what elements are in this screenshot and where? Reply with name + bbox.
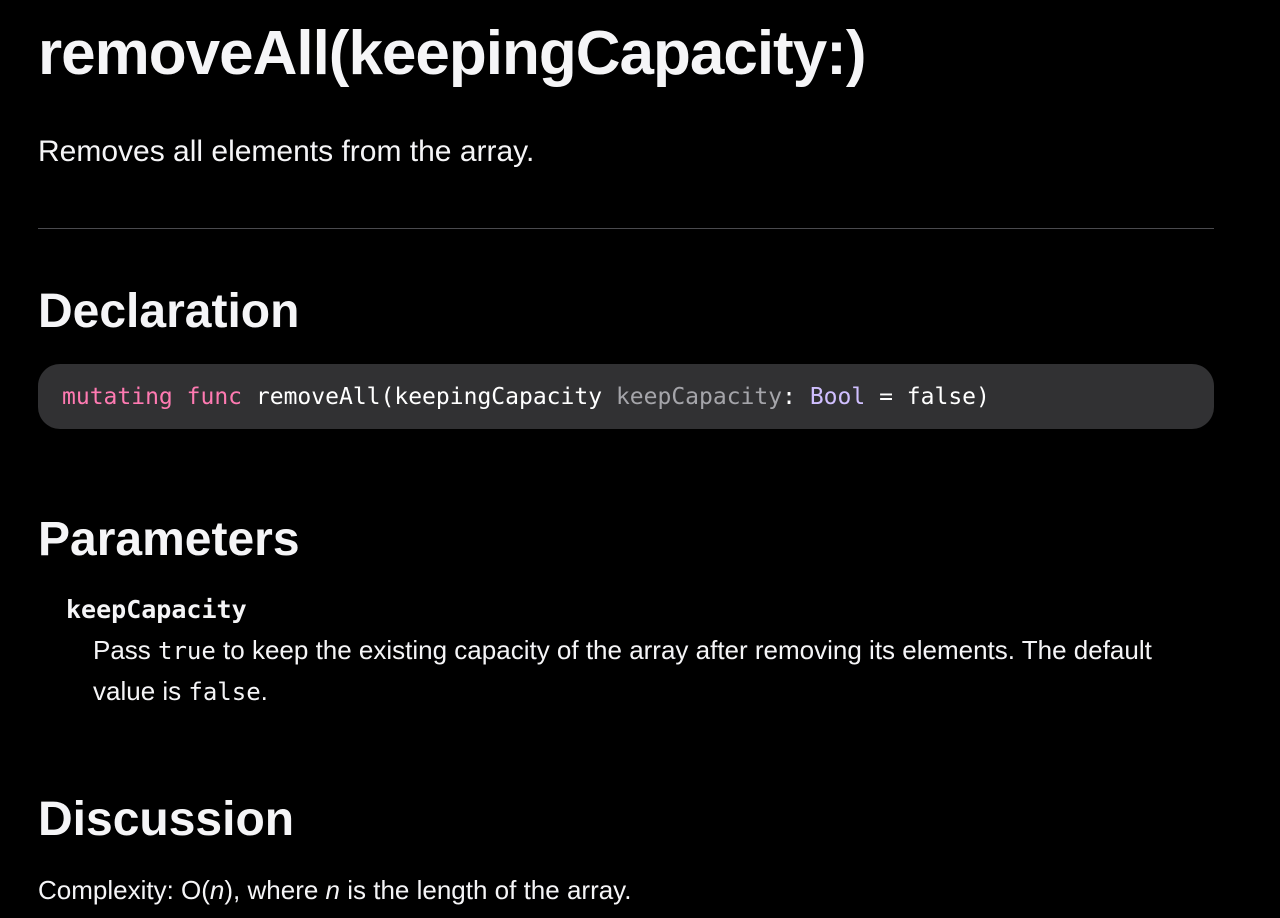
- code-function-name: removeAll(keepingCapacity: [255, 383, 603, 410]
- section-divider: [38, 228, 1214, 229]
- complexity-variable: n: [209, 875, 225, 905]
- code-type-link[interactable]: Bool: [809, 383, 866, 410]
- code-colon: :: [782, 383, 796, 410]
- declaration-code-block: [38, 364, 1214, 429]
- inline-code-true: true: [158, 637, 216, 665]
- parameters-heading: Parameters: [38, 513, 300, 566]
- parameter-name: keepCapacity: [66, 595, 247, 624]
- code-default-value: = false): [879, 383, 990, 410]
- parameter-desc-mid: to keep the existing capacity of the array after removing its elements. The default value is: [93, 635, 1152, 706]
- inline-code-false: false: [188, 678, 261, 706]
- discussion-text-pre: Complexity: O(: [38, 875, 210, 905]
- discussion-text-post: is the length of the array.: [340, 875, 632, 905]
- page-title: removeAll(keepingCapacity:): [38, 19, 866, 88]
- discussion-heading: Discussion: [38, 793, 295, 846]
- page-abstract: Removes all elements from the array.: [38, 135, 535, 168]
- declaration-heading: Declaration: [38, 285, 300, 338]
- discussion-text-mid: ), where: [224, 875, 326, 905]
- code-keyword-mutating: mutating: [62, 383, 173, 410]
- parameter-desc-pre: Pass: [93, 635, 159, 665]
- parameter-desc-post: .: [260, 676, 268, 706]
- code-parameter-name: keepCapacity: [615, 383, 783, 410]
- parameter-description: [93, 630, 1193, 712]
- discussion-text: [38, 870, 631, 910]
- length-variable: n: [325, 875, 341, 905]
- code-keyword-func: func: [186, 383, 243, 410]
